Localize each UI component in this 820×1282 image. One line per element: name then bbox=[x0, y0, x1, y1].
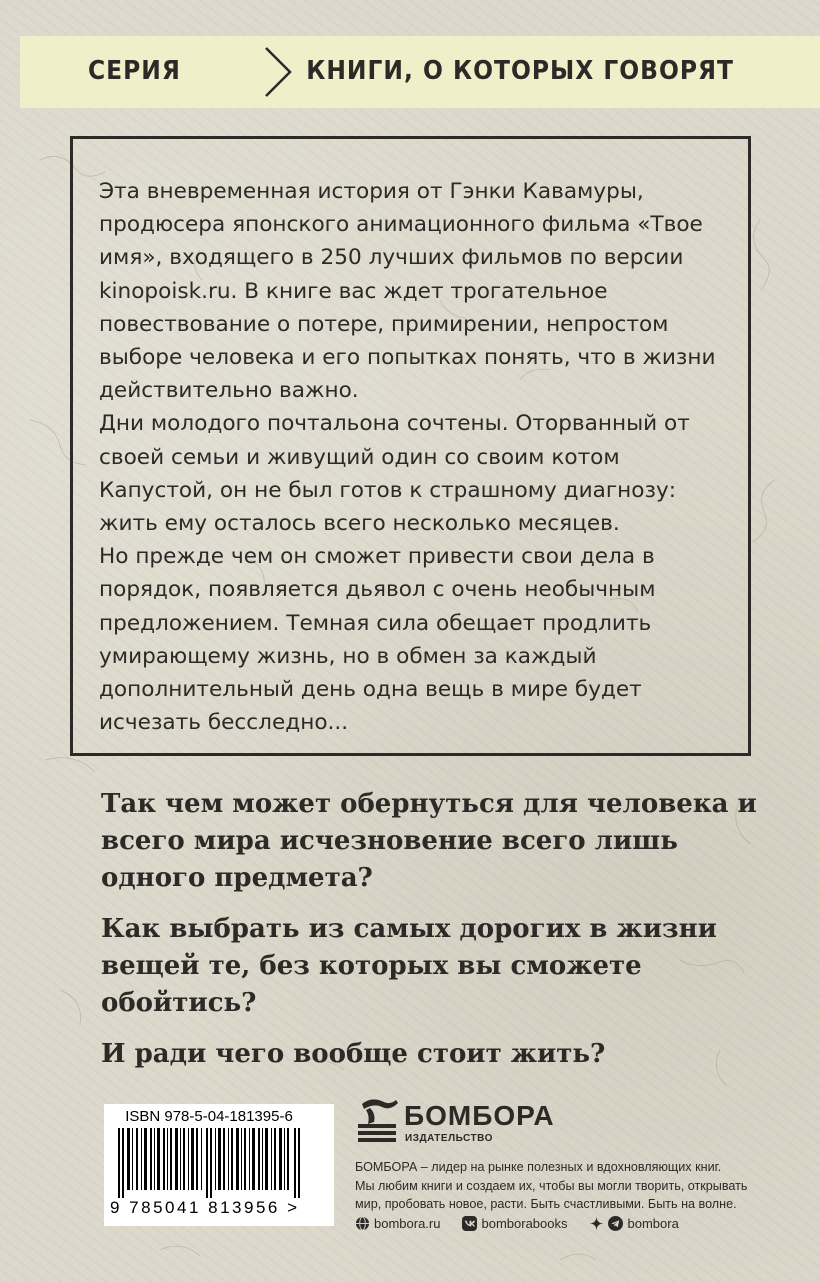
question: Как выбрать из самых дорогих в жизни вещей те, без которых вы сможете обойтись? bbox=[101, 914, 717, 1018]
questions-block bbox=[101, 786, 781, 1087]
publisher-name: БОМБОРА bbox=[404, 1100, 555, 1131]
globe-icon bbox=[355, 1216, 370, 1231]
publisher-description-line: мир, пробовать новое, расти. Быть счастливыми. Быть на волне. bbox=[355, 1197, 737, 1211]
isbn-label: ISBN 978-5-04-181395-6 bbox=[125, 1108, 293, 1125]
description-paragraph: Дни молодого почтальона сочтены. Оторванный от своей семьи и живущий один со своим котом Капустой, он не был готов к страшному диагнозу: жить ему осталось всего несколько месяцев. bbox=[99, 411, 690, 537]
vk-icon bbox=[462, 1216, 477, 1231]
description-box bbox=[70, 136, 751, 756]
publisher-description bbox=[355, 1158, 795, 1214]
publisher-description-line: Мы любим книги и создаем их, чтобы вы могли творить, открывать bbox=[355, 1178, 748, 1193]
description-paragraph: Эта вневременная история от Гэнки Кавамуры, продюсера японского анимационного фильма «Твое имя», входящего в 250 лучших фильмов по версии kinopoisk.ru. В книге вас ждет трогательное повествование о потере, примирении, непростом выборе человека и его попытках понять, что в жизни действительно важно. bbox=[99, 179, 716, 404]
question: И ради чего вообще стоит жить? bbox=[101, 1039, 606, 1069]
bombora-logo-icon bbox=[356, 1094, 400, 1146]
publisher-sub: ИЗДАТЕЛЬСТВО bbox=[405, 1133, 493, 1144]
description-text bbox=[99, 175, 739, 739]
series-bar bbox=[20, 36, 820, 108]
social-link-website[interactable] bbox=[355, 1216, 440, 1231]
series-name: КНИГИ, О КОТОРЫХ ГОВОРЯТ bbox=[306, 56, 734, 86]
social-link-text: bombora.ru bbox=[374, 1215, 441, 1231]
chevron-right-icon bbox=[260, 44, 296, 100]
social-link-telegram[interactable] bbox=[589, 1216, 678, 1231]
social-links bbox=[355, 1213, 701, 1233]
publisher-description-line: БОМБОРА – лидер на рынке полезных и вдохновляющих книг. bbox=[355, 1160, 722, 1174]
social-link-vk[interactable] bbox=[462, 1216, 567, 1231]
social-link-text: bomborabooks bbox=[481, 1215, 568, 1231]
telegram-icon bbox=[608, 1216, 623, 1231]
social-link-text: bombora bbox=[627, 1215, 679, 1231]
series-label: СЕРИЯ bbox=[88, 56, 181, 86]
isbn-barcode-box bbox=[104, 1104, 334, 1226]
barcode-digits: 9 785041 813956 > bbox=[110, 1198, 300, 1217]
barcode bbox=[114, 1128, 314, 1198]
description-paragraph: Но прежде чем он сможет привести свои дела в порядок, появляется дьявол с очень необычным предложением. Темная сила обещает продлить умирающему жизнь, но в обмен за каждый дополнительный день одна вещь в мире будет исчезать бесследно... bbox=[99, 544, 656, 736]
question: Так чем может обернуться для человека и всего мира исчезновение всего лишь одного предмета? bbox=[101, 789, 757, 893]
dzen-icon bbox=[589, 1216, 604, 1231]
